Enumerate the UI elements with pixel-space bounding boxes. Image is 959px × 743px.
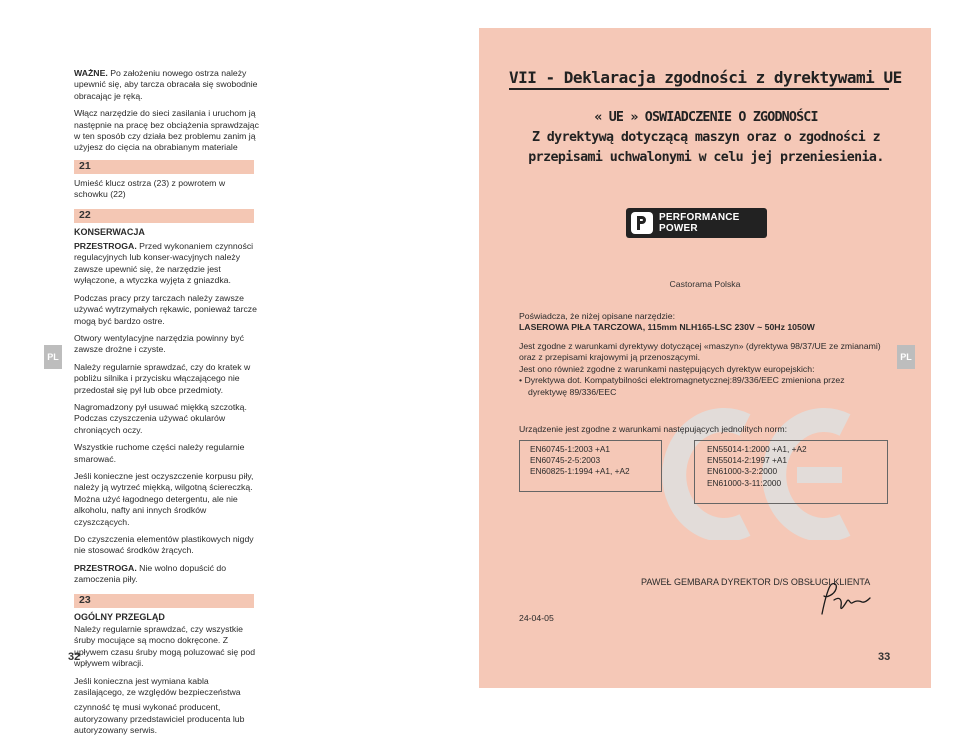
- company-name: Castorama Polska: [669, 279, 741, 289]
- logo-text: [659, 212, 740, 234]
- warning-text-1: Przed wykonaniem czynności regulacyjnych lub konser-wacyjnych należy zawsze upewnić się, że narzędzie jest wyłączone, a wtyczka wyjęta z gniazdka.: [74, 241, 254, 286]
- subtitle-line-1: « UE » OSWIADCZENIE O ZGODNOŚCI: [594, 110, 818, 125]
- maintenance-paragraph-7: Do czyszczenia elementów plastikowych nigdy nie stosować środków żrących.: [74, 534, 254, 556]
- standards-box-right: [694, 440, 888, 504]
- maintenance-paragraph-6: Jeśli konieczne jest oczyszczenie korpusu piły, należy ją wytrzeć miękką, wilgotną ściereczką. Można użyć łagodnego detergentu, ale nie alkoholu, nafty ani innych środków czyszczących.: [74, 470, 254, 527]
- compliance-line-1: Jest zgodne z warunkami dyrektywy dotyczącej «maszyn» (dyrektywa 98/37/UE ze zmianami): [519, 341, 881, 351]
- intro-text: Po założeniu nowego ostrza należy upewnić się, aby tarcza obracała się swobodnie obracając je ręką.: [74, 68, 258, 101]
- compliance-block: [519, 341, 919, 398]
- section-23-bar: [74, 594, 254, 608]
- standards-box-left: [519, 440, 662, 492]
- maintenance-paragraph-4: Nagromadzony pył usuwać miękką szczotką. Podczas czyszczenia używać okularów chroniących oczy.: [74, 401, 247, 435]
- language-tab-left: PL: [44, 345, 62, 369]
- p-logo-icon: [631, 212, 653, 234]
- intro-paragraph: [74, 68, 260, 102]
- standard-item: EN61000-3-2:2000: [707, 466, 778, 477]
- page-number-right: 33: [878, 651, 891, 663]
- language-tab-right: PL: [897, 345, 915, 369]
- intro-paragraph-2: Włącz narzędzie do sieci zasilania i uruchom ją następnie na pracę bez obciążenia sprawdzając w ten sposób czy działa bez problemu zanim ją użyjesz do cięcia na obrabianym materiale: [74, 108, 259, 153]
- maintenance-paragraph-1: Podczas pracy przy tarczach należy zawsze używać wytrzymałych rękawic, ponieważ tarcze mogą być bardzo ostre.: [74, 292, 257, 326]
- subtitle-line-3: przepisami uchwalonymi w celu jej przeniesienia.: [528, 150, 884, 165]
- declaration-panel: [479, 28, 931, 688]
- overview-paragraph-3: czynność tę musi wykonać producent, autoryzowany przedstawiciel producenta lub autoryzowany serwis.: [74, 702, 245, 736]
- left-column: [74, 68, 260, 743]
- section-22-number: 22: [79, 208, 91, 221]
- overview-paragraph-2: Jeśli konieczna jest wymiana kabla zasilającego, ze względów bezpieczeństwa: [74, 675, 241, 698]
- standard-item: EN55014-1:2000 +A1, +A2: [707, 444, 807, 454]
- standard-item: EN60825-1:1994 +A1, +A2: [530, 466, 630, 477]
- standard-item: EN60745-1:2003 +A1: [530, 444, 611, 454]
- compliance-line-3: Jest ono również zgodne z warunkami następujących dyrektyw europejskich:: [519, 363, 815, 374]
- subtitle-line-2: Z dyrektywą dotyczącą maszyn oraz o zgodności z: [531, 130, 881, 145]
- warning-label-2: PRZESTROGA.: [74, 562, 137, 573]
- warning-paragraph-2: [74, 563, 260, 586]
- page-number-left: 32: [68, 651, 81, 663]
- maintenance-paragraph-5: Wszystkie ruchome części należy regularnie smarować.: [74, 442, 245, 464]
- important-label: WAŻNE.: [74, 68, 108, 78]
- declaration-date: 24-04-05: [519, 613, 554, 623]
- directive-line-1: • Dyrektywa dot. Kompatybilności elektromagnetycznej:89/336/EEC zmieniona przez: [519, 375, 845, 386]
- section-23-title: OGÓLNY PRZEGLĄD: [74, 611, 165, 622]
- standards-intro: Urządzenie jest zgodne z warunkami następujących jednolitych norm:: [519, 424, 788, 434]
- logo-line-2: POWER: [659, 223, 698, 234]
- warning-paragraph-1: [74, 241, 260, 287]
- signature-icon: [814, 580, 874, 620]
- product-name: LASEROWA PIŁA TARCZOWA, 115mm NLH165-LSC 230V ~ 50Hz 1050W: [519, 322, 815, 332]
- section-22-bar: [74, 209, 254, 223]
- directive-line-2: dyrektywę 89/336/EEC: [528, 386, 617, 397]
- performance-power-logo: [626, 208, 767, 238]
- section-21-number: 21: [79, 160, 91, 173]
- overview-paragraph-1: Należy regularnie sprawdzać, czy wszystkie śruby mocujące są mocno dokręcone. Z upływem czasu śruby mogą poluzować się pod wpływem wibracji.: [74, 624, 256, 669]
- maintenance-paragraph-2: Otwory wentylacyjne narzędzia powinny być zawsze drożne i czyste.: [74, 332, 244, 355]
- certify-text: Poświadcza, że niżej opisane narzędzie:: [519, 311, 675, 321]
- declaration-subtitle: [511, 108, 901, 168]
- standard-item: EN55014-2:1997 +A1: [707, 455, 788, 466]
- standard-item: EN61000-3-11:2000: [707, 477, 782, 488]
- section-22-title: KONSERWACJA: [74, 226, 145, 237]
- section-21-bar: [74, 160, 254, 174]
- warning-text-2: Nie wolno dopuścić do zamoczenia piły.: [74, 562, 227, 585]
- maintenance-paragraph-3: Należy regularnie sprawdzać, czy do kratek w pobliżu silnika i przycisku włączającego nie przedostał się pył lub obce przedmioty.: [74, 361, 251, 395]
- signatory-name: PAWEŁ GEMBARA DYREKTOR D/S OBSŁUGI KLIENTA: [641, 577, 871, 587]
- logo-line-1: PERFORMANCE: [659, 212, 740, 223]
- section-21-text: Umieść klucz ostrza (23) z powrotem w schowku (22): [74, 177, 226, 200]
- standard-item: EN60745-2-5:2003: [530, 455, 601, 466]
- title-underline: [509, 88, 889, 90]
- compliance-line-2: oraz z przepisami krajowymi ją przenoszącymi.: [519, 352, 701, 363]
- declaration-title: VII - Deklaracja zgodności z dyrektywami UE: [509, 68, 902, 87]
- warning-label-1: PRZESTROGA.: [74, 241, 137, 252]
- section-23-number: 23: [79, 593, 91, 606]
